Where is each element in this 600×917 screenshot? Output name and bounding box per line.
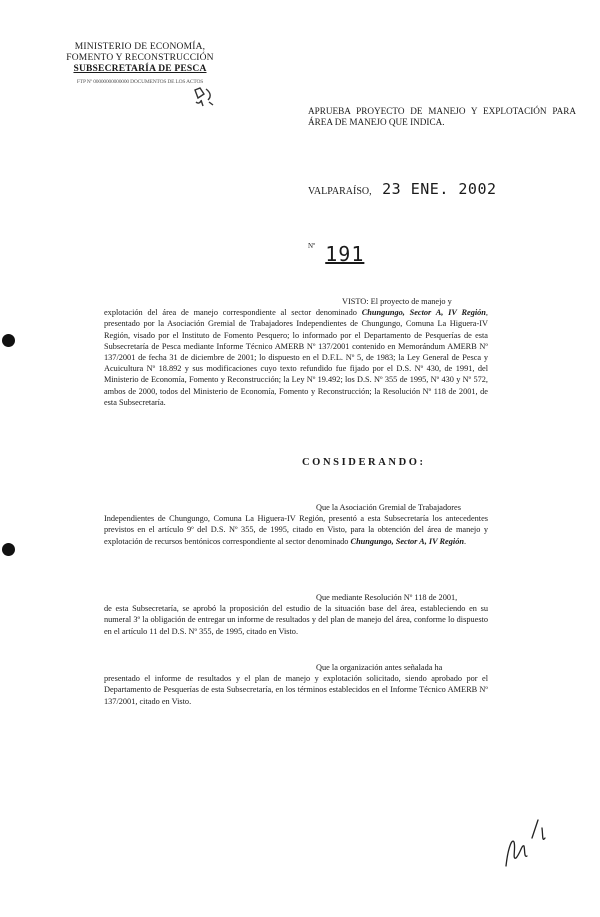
visto-sector-name: Chungungo, Sector A, IV Región — [361, 308, 486, 318]
letterhead-ministry: MINISTERIO DE ECONOMÍA, — [74, 42, 206, 52]
number-label: Nº — [308, 242, 316, 250]
punch-hole — [2, 543, 15, 556]
stamp-mark-icon — [192, 86, 218, 108]
letterhead-ministry-2: FOMENTO Y RECONSTRUCCIÓN — [66, 53, 214, 63]
c1-first-line: Que la Asociación Gremial de Trabajadores — [316, 503, 461, 512]
considerando-paragraph-2 — [104, 592, 488, 637]
c1-text-a: Independientes de Chungungo, Comuna La Higuera-IV Región, presentó a esta Subsecretaría los antecedentes previstos en el artículo 9º del D.S. Nº 355, de 1995, citado en Visto, para la obtención del área de manejo y explotación de recursos bentónicos correspondiente al sector denominado — [104, 514, 488, 546]
visto-text-b: , presentado por la Asociación Gremial de Trabajadores Independientes de Chungungo, Comuna La Higuera-IV Región, visado por el Instituto de Fomento Pesquero; lo informado por el Departamento de Pesquerías de esta Subsecretaría de Pesca mediante Informe Técnico AMERB Nº 137/2001 contenido en Memorándum AMERB Nº 137/2001 de fecha 31 de diciembre de 2001; lo dispuesto en el D.F.L. Nº 5, de 1983; la Ley General de Pesca y Acuicultura Nº 18.892 y sus modificaciones cuyo texto refundido fue fijado por el D.S. Nº 430, de 1991, del Ministerio de Economía, Fomento y Reconstrucción; la Ley Nº 19.492; los D.S. Nº 355 de 1995, Nº 430 y Nº 572, ambos de 2000, todos del Ministerio de Economía, Fomento y Reconstrucción; la Resolución Nº 118 de 2001, de esta Subsecretaría. — [104, 308, 488, 407]
letterhead — [55, 42, 225, 88]
punch-hole — [2, 334, 15, 347]
date-stamp: 23 ENE. 2002 — [382, 180, 497, 198]
visto-text-a: explotación del área de manejo correspondiente al sector denominado — [104, 308, 362, 318]
city-date — [308, 180, 497, 198]
letterhead-reference: FTP Nº 00000000000000 DOCUMENTOS DE LOS ACTOS — [76, 79, 204, 85]
signature-mark-icon — [498, 808, 568, 873]
c1-text-b: . — [463, 536, 467, 546]
c2-first-line: Que mediante Resolución Nº 118 de 2001, — [316, 593, 458, 602]
c3-first-line: Que la organización antes señalada ha — [316, 663, 443, 672]
resolution-subject: APRUEBA PROYECTO DE MANEJO Y EXPLOTACIÓN PARA ÁREA DE MANEJO QUE INDICA. — [308, 106, 576, 127]
considerando-paragraph-3 — [104, 662, 488, 707]
considerando-paragraph-1 — [104, 502, 488, 547]
number-value: 191 — [325, 242, 365, 266]
visto-first-line: VISTO: El proyecto de manejo y — [342, 297, 452, 306]
considerando-heading: CONSIDERANDO: — [302, 457, 426, 468]
c3-text-a: presentado el informe de resultados y el plan de manejo y explotación solicitado, siendo aprobado por el Departamento de Pesquerías de esta Subsecretaría, en los términos establecidos en el Informe Técnico AMERB Nº 137/2001, citado en Visto. — [104, 674, 488, 706]
resolution-number — [308, 242, 364, 266]
visto-paragraph — [104, 296, 488, 408]
letterhead-subsecretaria: SUBSECRETARÍA DE PESCA — [73, 64, 207, 74]
c1-sector-name: Chungungo, Sector A, IV Región — [350, 536, 464, 546]
city: VALPARAÍSO, — [308, 186, 372, 197]
c2-text-a: de esta Subsecretaría, se aprobó la proposición del estudio de la situación base del área, estableciendo en su numeral 3º la obligación de entregar un informe de resultados y del plan de manejo del área, conforme lo dispuesto en el artículo 11 del D.S. Nº 355, de 1995, citado en Visto. — [104, 604, 488, 636]
